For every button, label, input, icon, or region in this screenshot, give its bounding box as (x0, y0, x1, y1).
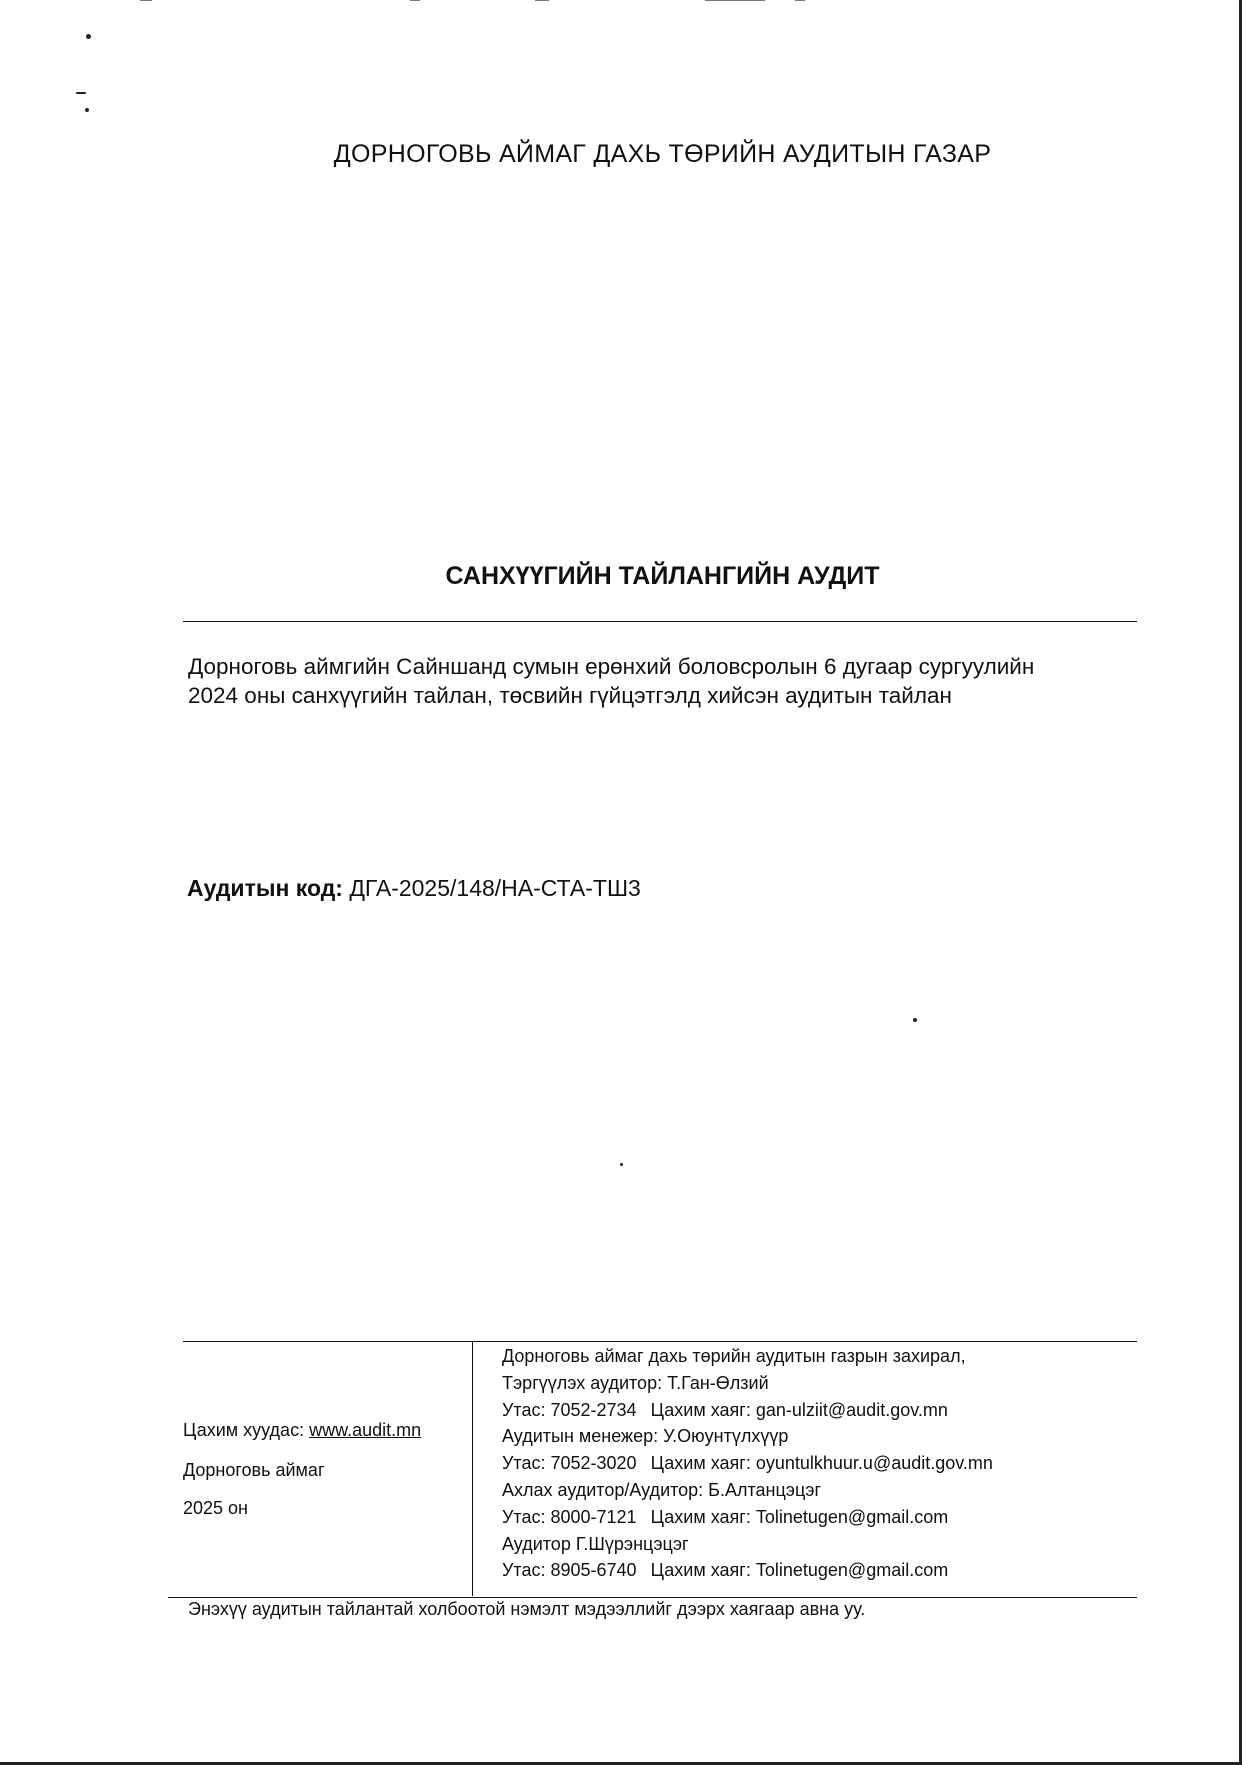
scan-speck (913, 1018, 917, 1022)
scan-speck (620, 1163, 623, 1166)
organization-title: ДОРНОГОВЬ АЙМАГ ДАХЬ ТӨРИЙН АУДИТЫН ГАЗАР (333, 140, 992, 168)
contact-table-top-rule (183, 1341, 1137, 1342)
title-rule (183, 621, 1137, 622)
footer-note: Энэхүү аудитын тайлантай холбоотой нэмэлт мэдээллийг дээрх хаягаар авна уу. (188, 1599, 866, 1619)
phone: Утас: 7052-2734 (502, 1399, 637, 1420)
audit-code-label: Аудитын код: (187, 875, 343, 901)
audit-code (187, 875, 641, 902)
email[interactable]: Цахим хаяг: gan-ulziit@audit.gov.mn (650, 1399, 948, 1420)
contact-line (502, 1450, 993, 1477)
contact-line: Аудитор Г.Шүрэнцэцэг (502, 1533, 689, 1554)
contact-line (502, 1504, 993, 1531)
contact-table-bottom-rule (168, 1597, 1137, 1598)
website-link[interactable]: www.audit.mn (309, 1420, 422, 1440)
contact-line: Дорноговь аймаг дахь төрийн аудитын газрын захирал, (502, 1346, 966, 1366)
contact-table-divider (472, 1341, 473, 1596)
contact-line: Аудитын менежер: У.Оюунтүлхүүр (502, 1426, 789, 1447)
report-year: 2025 он (183, 1498, 248, 1518)
audit-code-value: ДГА-2025/148/НА-СТА-ТШ3 (349, 875, 641, 901)
contact-line: Тэргүүлэх аудитор: Т.Ган-Өлзий (502, 1372, 769, 1393)
scan-top-marks (140, 0, 840, 6)
report-type-title: САНХҮҮГИЙН ТАЙЛАНГИЙН АУДИТ (445, 562, 880, 590)
website-label: Цахим хуудас: (183, 1420, 305, 1440)
report-subject (188, 652, 1128, 710)
auditor-contacts (502, 1343, 993, 1584)
phone: Утас: 8000-7121 (502, 1506, 637, 1527)
report-subject-line: 2024 оны санхүүгийн тайлан, төсвийн гүйцэтгэлд хийсэн аудитын тайлан (188, 683, 952, 708)
location: Дорноговь аймаг (183, 1460, 325, 1480)
contact-line: Ахлах аудитор/Аудитор: Б.Алтанцэцэг (502, 1479, 822, 1500)
email[interactable]: Цахим хаяг: oyuntulkhuur.u@audit.gov.mn (650, 1453, 993, 1474)
email[interactable]: Цахим хаяг: Tolinetugen@gmail.com (650, 1560, 949, 1581)
report-subject-line: Дорноговь аймгийн Сайншанд сумын ерөнхий боловсролын 6 дугаар сургуулийн (188, 654, 1035, 679)
scan-speck (86, 34, 91, 39)
phone: Утас: 7052-3020 (502, 1453, 637, 1474)
contact-line (502, 1557, 993, 1584)
scan-speck (76, 92, 86, 94)
email[interactable]: Цахим хаяг: Tolinetugen@gmail.com (650, 1506, 949, 1527)
contact-line (502, 1397, 993, 1424)
phone: Утас: 8905-6740 (502, 1560, 637, 1581)
website-line (183, 1420, 421, 1441)
scan-speck (85, 108, 89, 112)
